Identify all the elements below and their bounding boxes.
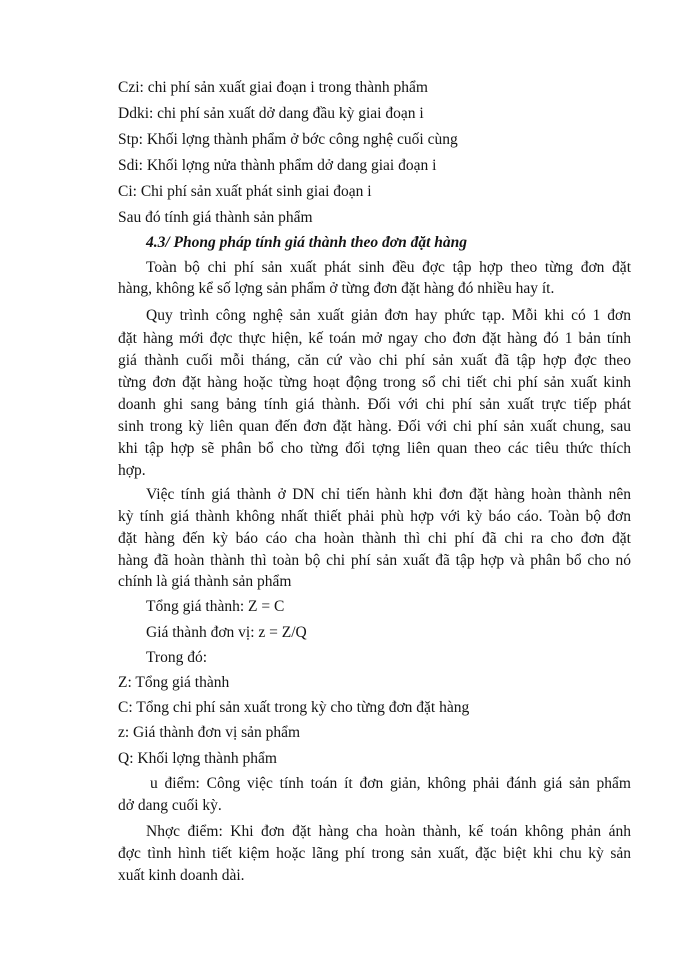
definition-stp: Stp: Khối lợng thành phẩm ở bớc công nghệ cuối cùng	[118, 131, 458, 148]
paragraph-line: Quy trình công nghệ sản xuất giản đơn hay phức tạp. Mỗi khi có 1 đơn	[146, 307, 631, 324]
paragraph-line: đặt hàng mới đợc thực hiện, kế toán mở ngay cho đơn đặt hàng đó 1 bản tính	[118, 330, 631, 347]
disadvantage-line: đợc tình hình tiết kiệm hoặc lãng phí trong sản xuất, đặc biệt khi chu kỳ sản	[118, 845, 631, 862]
paragraph-line: hợp.	[118, 462, 146, 479]
then-line: Sau đó tính giá thành sản phẩm	[118, 209, 313, 226]
paragraph-line: từng đơn đặt hàng hoặc từng hoạt động trong sổ chi tiết chi phí sản xuất kinh	[118, 374, 631, 391]
paragraph-line: hàng, không kể số lợng sản phẩm ở từng đơn đặt hàng đó nhiều hay ít.	[118, 280, 555, 297]
advantage-line: u điểm: Công việc tính toán ít đơn giản, không phải đánh giá sản phẩm	[150, 775, 631, 792]
paragraph-line: Toàn bộ chi phí sản xuất phát sinh đều đợc tập hợp theo từng đơn đặt	[146, 259, 631, 276]
paragraph-line: chính là giá thành sản phẩm	[118, 573, 292, 590]
definition-czi: Czi: chi phí sản xuất giai đoạn i trong thành phẩm	[118, 79, 428, 96]
disadvantage-line: Nhợc điểm: Khi đơn đặt hàng cha hoàn thành, kế toán không phản ánh	[146, 823, 631, 840]
formula-unit: Giá thành đơn vị: z = Z/Q	[146, 624, 307, 641]
definition-ddki: Ddki: chi phí sản xuất dở dang đầu kỳ giai đoạn i	[118, 105, 424, 122]
formula-total: Tổng giá thành: Z = C	[146, 598, 285, 615]
paragraph-line: giá thành cuối mỗi tháng, căn cứ vào chi phí sản xuất đã tập hợp đợc theo	[118, 352, 631, 369]
legend-q: Q: Khối lợng thành phẩm	[118, 750, 277, 767]
paragraph-line: đặt hàng đến kỳ báo cáo cha hoàn thành thì chi phí đã chi ra cho đơn đặt	[118, 530, 631, 547]
paragraph-line: doanh ghi sang bảng tính giá thành. Đối với chi phí sản xuất trực tiếp phát	[118, 396, 631, 413]
paragraph-line: sinh trong kỳ liên quan đến đơn đặt hàng. Đối với chi phí sản xuất chung, sau	[118, 418, 631, 435]
paragraph-line: khi tập hợp sẽ phân bổ cho từng đối tợng liên quan theo các tiêu thức thích	[118, 440, 631, 457]
disadvantage-line: xuất kinh doanh dài.	[118, 867, 245, 884]
paragraph-line: Việc tính giá thành ở DN chỉ tiến hành khi đơn đặt hàng hoàn thành nên	[146, 486, 631, 503]
definition-sdi: Sdi: Khối lợng nửa thành phẩm dở dang giai đoạn i	[118, 157, 437, 174]
legend-c: C: Tổng chi phí sản xuất trong kỳ cho từng đơn đặt hàng	[118, 699, 470, 716]
section-heading: 4.3/ Phong pháp tính giá thành theo đơn đặt hàng	[146, 234, 468, 251]
paragraph-line: kỳ tính giá thành không nhất thiết phải phù hợp với kỳ báo cáo. Toàn bộ đơn	[118, 508, 631, 525]
where-label: Trong đó:	[146, 649, 208, 666]
advantage-line: dở dang cuối kỳ.	[118, 797, 222, 814]
legend-z-total: Z: Tổng giá thành	[118, 674, 230, 691]
legend-z-unit: z: Giá thành đơn vị sản phẩm	[118, 724, 301, 741]
paragraph-line: hàng đã hoàn thành thì toàn bộ chi phí sản xuất đã tập hợp và phân bổ cho nó	[118, 552, 631, 569]
definition-ci: Ci: Chi phí sản xuất phát sinh giai đoạn i	[118, 183, 372, 200]
